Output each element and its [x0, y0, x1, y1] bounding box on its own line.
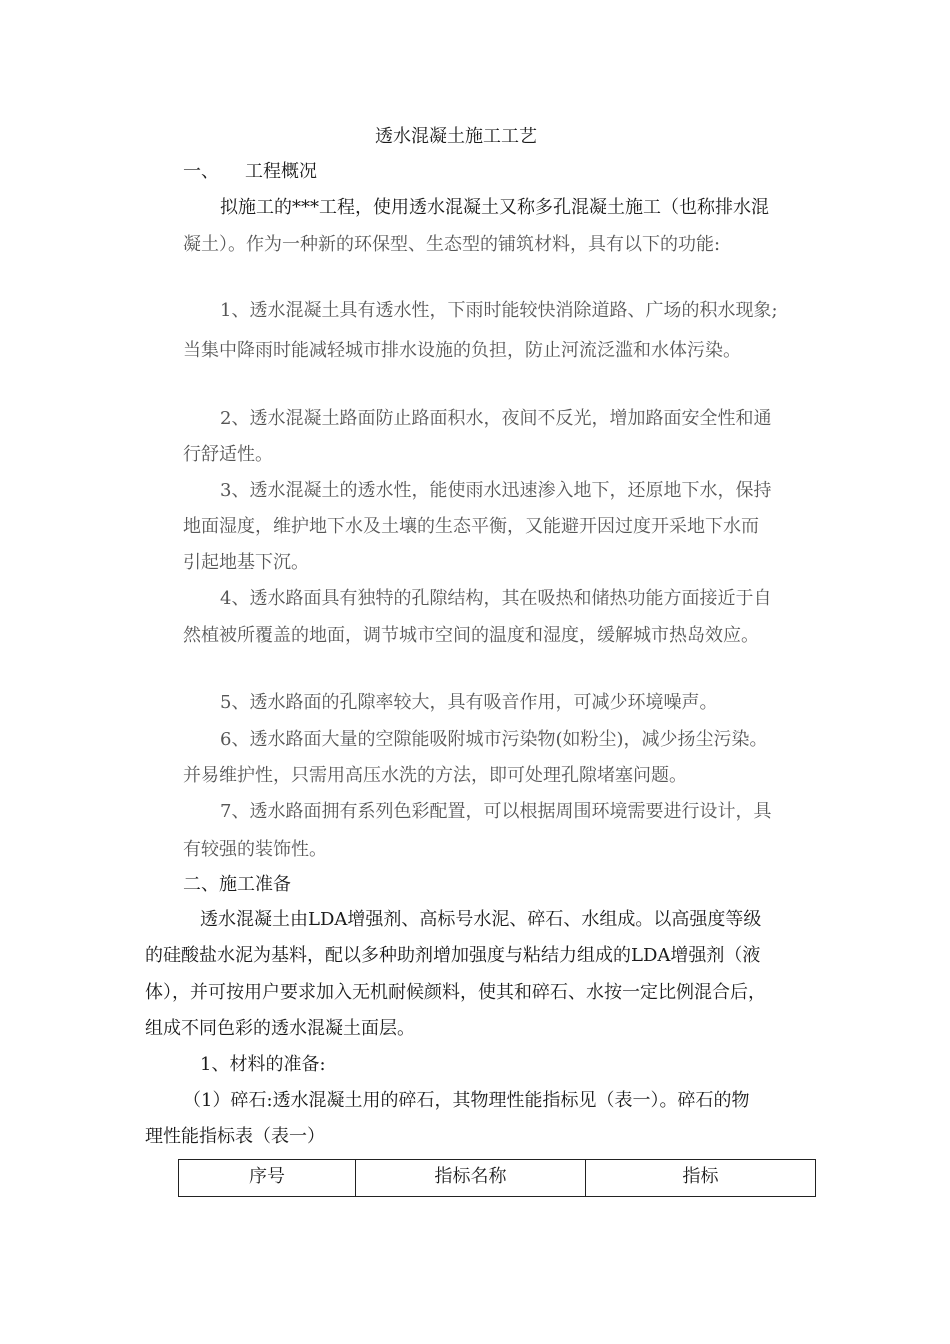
item-line: 4、透水路面具有独特的孔隙结构，其在吸热和储热功能方面接近于自: [220, 588, 772, 609]
table-header-row: [179, 1160, 816, 1197]
item-line: 并易维护性，只需用高压水洗的方法，即可处理孔隙堵塞问题。: [183, 765, 687, 786]
item-line: 2、透水混凝土路面防止路面积水，夜间不反光，增加路面安全性和通: [220, 408, 772, 429]
item-line: 5、透水路面的孔隙率较大，具有吸音作用，可减少环境噪声。: [220, 692, 718, 713]
doc-title: 透水混凝土施工工艺: [375, 126, 537, 147]
item-line: 当集中降雨时能减轻城市排水设施的负担，防止河流泛滥和水体污染。: [183, 340, 741, 361]
item-line: 行舒适性。: [183, 444, 273, 465]
prep-line: 体），并可按用户要求加入无机耐候颜料，使其和碎石、水按一定比例混合后，: [145, 982, 766, 1003]
section1-number: 一、: [183, 161, 219, 182]
item-line: 地面湿度，维护地下水及土壤的生态平衡，又能避开因过度开采地下水而: [183, 516, 759, 537]
item-line: 有较强的装饰性。: [183, 839, 327, 860]
intro-line: 拟施工的***工程，使用透水混凝土又称多孔混凝土施工（也称排水混: [220, 197, 769, 218]
section2-heading: 二、施工准备: [183, 874, 291, 895]
item-line: 6、透水路面大量的空隙能吸附城市污染物(如粉尘)，减少扬尘污染。: [220, 729, 768, 750]
prep-line: 透水混凝土由LDA增强剂、高标号水泥、碎石、水组成。以高强度等级: [200, 909, 762, 930]
gravel-line: 理性能指标表（表一）: [145, 1126, 325, 1147]
section1-heading: 工程概况: [245, 161, 317, 182]
gravel-spec-table: [178, 1159, 816, 1197]
prep-line: 的硅酸盐水泥为基料，配以多种助剂增加强度与粘结力组成的LDA增强剂（液: [145, 945, 761, 966]
prep-line: 组成不同色彩的透水混凝土面层。: [145, 1018, 415, 1039]
item-line: 然植被所覆盖的地面，调节城市空间的温度和湿度，缓解城市热岛效应。: [183, 625, 759, 646]
item-line: 3、透水混凝土的透水性，能使雨水迅速渗入地下，还原地下水，保持: [220, 480, 772, 501]
intro-line: 凝土）。作为一种新的环保型、生态型的铺筑材料，具有以下的功能:: [183, 234, 721, 255]
item-line: 1、透水混凝土具有透水性，下雨时能较快消除道路、广场的积水现象;: [220, 300, 778, 321]
item-line: 7、透水路面拥有系列色彩配置，可以根据周围环境需要进行设计，具: [220, 801, 772, 822]
col-header-index: 序号: [179, 1160, 356, 1197]
gravel-line: （1）碎石:透水混凝土用的碎石，其物理性能指标见（表一）。碎石的物: [183, 1090, 750, 1111]
item-line: 引起地基下沉。: [183, 552, 309, 573]
col-header-name: 指标名称: [356, 1160, 586, 1197]
materials-heading: 1、材料的准备:: [200, 1054, 326, 1075]
col-header-value: 指标: [586, 1160, 816, 1197]
